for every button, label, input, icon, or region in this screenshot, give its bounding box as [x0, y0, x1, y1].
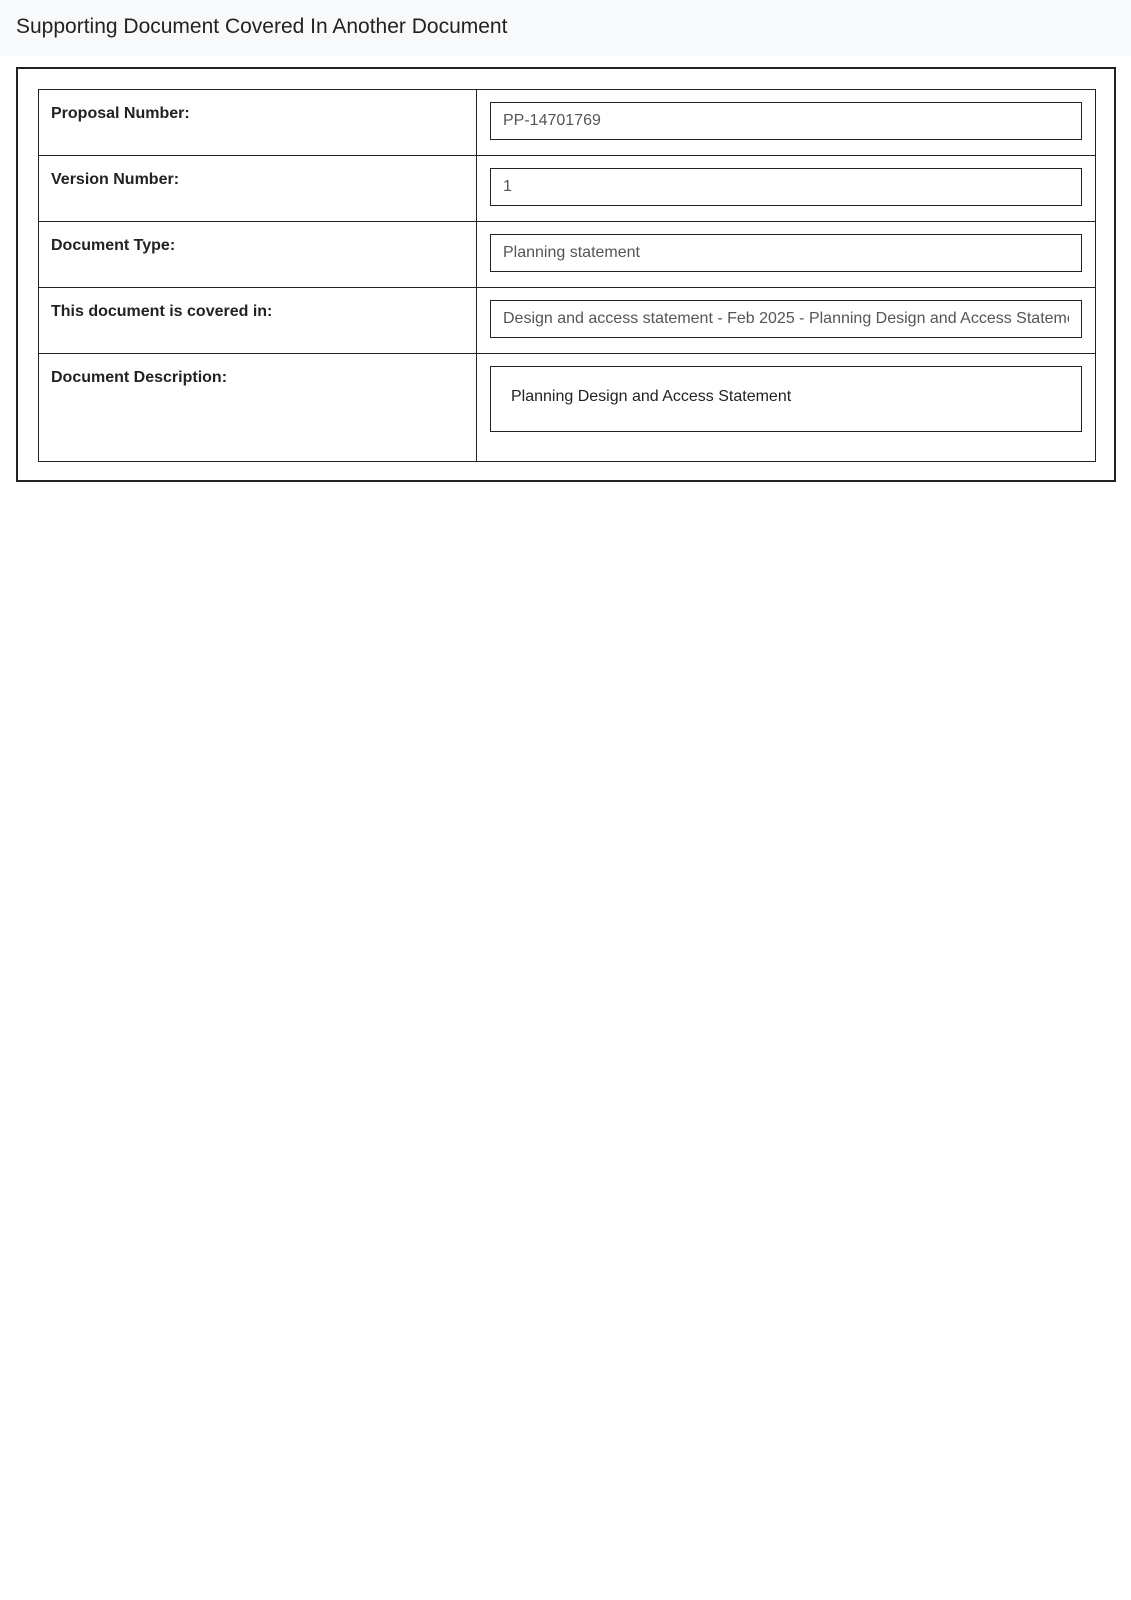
- table-row-covered-in: [39, 288, 1096, 354]
- version-number-field[interactable]: [490, 168, 1082, 206]
- table-row-proposal-number: [39, 90, 1096, 156]
- document-description-field[interactable]: Planning Design and Access Statement: [490, 366, 1082, 432]
- document-type-label: Document Type:: [39, 222, 477, 288]
- covered-in-label: This document is covered in:: [39, 288, 477, 354]
- proposal-number-field[interactable]: [490, 102, 1082, 140]
- version-number-label: Version Number:: [39, 156, 477, 222]
- document-details-table: [38, 89, 1096, 462]
- table-row-document-type: [39, 222, 1096, 288]
- page-header: [0, 0, 1131, 56]
- table-row-document-description: [39, 354, 1096, 462]
- document-type-field[interactable]: [490, 234, 1082, 272]
- document-details-panel: [16, 67, 1116, 482]
- page-title: Supporting Document Covered In Another Document: [16, 15, 508, 38]
- proposal-number-label: Proposal Number:: [39, 90, 477, 156]
- document-description-label: Document Description:: [39, 354, 477, 462]
- table-row-version-number: [39, 156, 1096, 222]
- covered-in-field[interactable]: [490, 300, 1082, 338]
